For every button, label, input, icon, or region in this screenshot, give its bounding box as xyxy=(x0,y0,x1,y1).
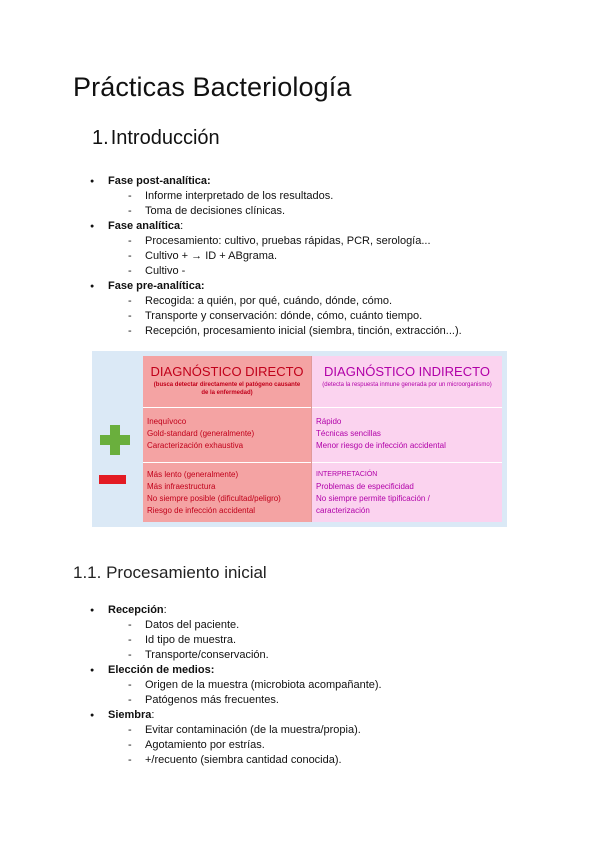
bullet-label: Recepción xyxy=(108,604,164,616)
bullet-label: Fase post-analítica: xyxy=(108,175,211,187)
indirect-pro-item: Rápido xyxy=(316,417,342,426)
sub-list-item: - Agotamiento por estrías. xyxy=(128,738,382,753)
indirect-con-item: Problemas de especificidad xyxy=(316,482,414,491)
sub-list-item: - Transporte/conservación. xyxy=(128,648,382,663)
direct-header xyxy=(143,356,311,408)
sub-list-item: - Transporte y conservación: dónde, cómo, cuánto tiempo. xyxy=(128,309,462,324)
direct-pro-item: Inequívoco xyxy=(147,417,187,426)
sub-list-item: - Origen de la muestra (microbiota acompañante). xyxy=(128,678,382,693)
indirect-pros xyxy=(312,408,502,463)
indirect-cons xyxy=(312,463,502,523)
bullet-label: Elección de medios: xyxy=(108,664,215,676)
direct-pro-item: Gold-standard (generalmente) xyxy=(147,429,255,438)
section-number: 1. xyxy=(92,127,109,149)
sub-list-item: - +/recuento (siembra cantidad conocida). xyxy=(128,753,382,768)
indirect-con-item: INTERPRETACIÓN xyxy=(316,471,378,478)
direct-diagnosis-column xyxy=(143,356,312,522)
indirect-con-item: No siempre permite tipificación / xyxy=(316,494,430,503)
sub-list-item: - Id tipo de muestra. xyxy=(128,633,382,648)
sub-list xyxy=(108,294,462,339)
sub-list-item: - Cultivo + → ID + ABgrama. xyxy=(128,249,462,264)
direct-pro-item: Caracterización exhaustiva xyxy=(147,441,244,450)
sub-list-item: - Procesamiento: cultivo, pruebas rápidas, PCR, serología... xyxy=(128,234,462,249)
list-item xyxy=(90,708,382,768)
minus-icon xyxy=(99,475,126,484)
indirect-pro-item: Técnicas sencillas xyxy=(316,429,381,438)
section-heading-procesamiento-inicial: 1.1. Procesamiento inicial xyxy=(73,563,267,582)
sub-list xyxy=(108,189,462,219)
list-item xyxy=(90,663,382,708)
indirect-subtitle: (detecta la respuesta inmune generada por un microorganismo) xyxy=(322,382,492,388)
sub-list-item: - Recogida: a quién, por qué, cuándo, dónde, cómo. xyxy=(128,294,462,309)
sub-list xyxy=(108,618,382,663)
diagnosis-comparison-table xyxy=(92,351,507,527)
list-item xyxy=(90,279,462,339)
list-item xyxy=(90,174,462,219)
sub-list xyxy=(108,678,382,708)
list-item xyxy=(90,219,462,279)
indirect-title: DIAGNÓSTICO INDIRECTO xyxy=(324,364,490,379)
bullet-label-suffix: : xyxy=(180,220,184,232)
sub-list xyxy=(108,234,462,279)
sub-list xyxy=(108,723,382,768)
bullet-label: Fase analítica xyxy=(108,220,181,232)
sub-list-item: - Datos del paciente. xyxy=(128,618,382,633)
indirect-con-item: caracterización xyxy=(316,506,370,515)
list-item xyxy=(90,603,382,663)
sub-list-item: - Patógenos más frecuentes. xyxy=(128,693,382,708)
intro-bullet-list xyxy=(90,174,462,339)
plus-icon xyxy=(100,425,130,455)
section-heading-introduccion xyxy=(92,127,220,150)
direct-pros xyxy=(143,408,311,463)
bullet-label-suffix: : xyxy=(151,709,155,721)
section-title: Introducción xyxy=(110,127,220,149)
bullet-label: Fase pre-analítica: xyxy=(108,280,205,292)
direct-con-item: No siempre posible (dificultad/peligro) xyxy=(147,494,281,503)
sub-list-item: - Recepción, procesamiento inicial (siembra, tinción, extracción...). xyxy=(128,324,462,339)
indirect-diagnosis-column xyxy=(312,356,502,522)
bullet-label: Siembra xyxy=(108,709,152,721)
direct-con-item: Más lento (generalmente) xyxy=(147,470,239,479)
direct-con-item: Riesgo de infección accidental xyxy=(147,506,256,515)
sub-list-item: - Toma de decisiones clínicas. xyxy=(128,204,462,219)
sub-list-item: - Informe interpretado de los resultados. xyxy=(128,189,462,204)
processing-bullet-list xyxy=(90,603,382,768)
bullet-label-suffix: : xyxy=(163,604,167,616)
page-title: Prácticas Bacteriología xyxy=(73,72,352,102)
sub-list-item: - Evitar contaminación (de la muestra/propia). xyxy=(128,723,382,738)
direct-cons xyxy=(143,463,311,523)
direct-subtitle: (busca detectar directamente el patógeno causante de la enfermedad) xyxy=(153,382,301,396)
indirect-header xyxy=(312,356,502,408)
direct-con-item: Más infraestructura xyxy=(147,482,216,491)
direct-title: DIAGNÓSTICO DIRECTO xyxy=(150,364,304,379)
sub-list-item: - Cultivo - xyxy=(128,264,462,279)
indirect-pro-item: Menor riesgo de infección accidental xyxy=(316,441,446,450)
